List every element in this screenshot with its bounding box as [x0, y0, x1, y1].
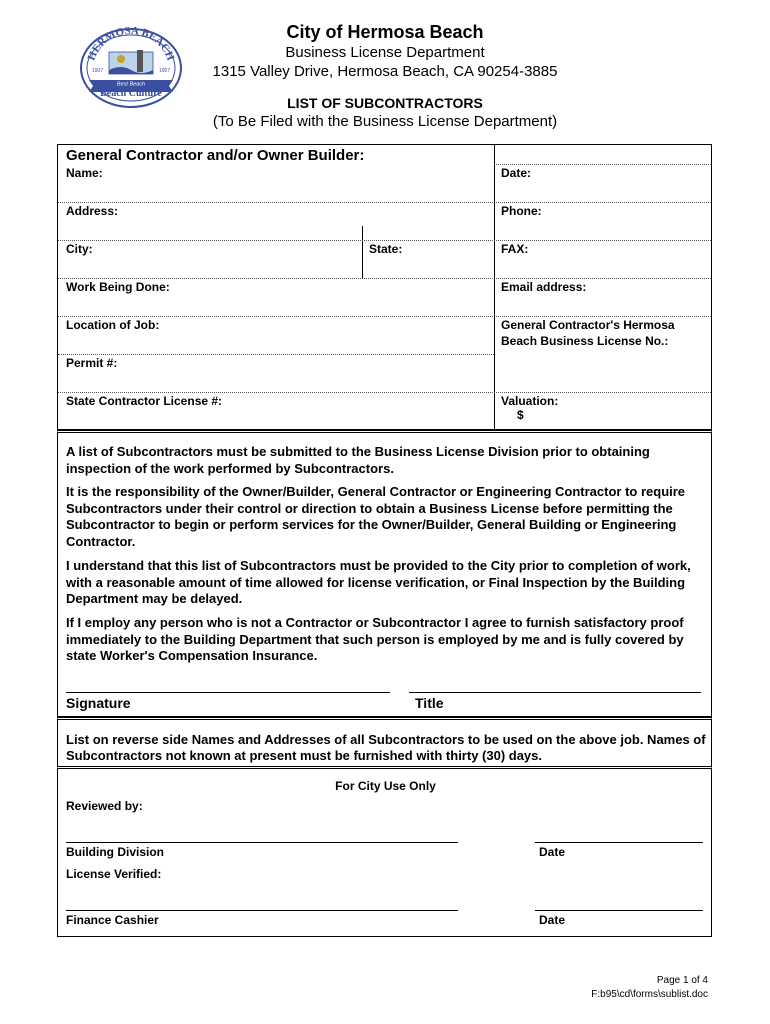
- fax-field-label: FAX:: [501, 242, 529, 256]
- file-path: F:b95\cd\forms\sublist.doc: [591, 989, 708, 1000]
- date-line-2: [535, 910, 703, 911]
- department-name: Business License Department: [285, 44, 485, 61]
- notice-paragraph-2: It is the responsibility of the Owner/Builder, General Contractor or Engineering Contractor to require Subcontractors under their control or direction to obtain a Business License before permitting the Subcontractor to begin or perform services for the Owner/Builder, General Building or Engineering Contractor.: [66, 484, 686, 549]
- row-divider: [494, 164, 711, 165]
- logo-ribbon-line2: Beach Culture: [100, 88, 162, 99]
- license-verified-label: License Verified:: [66, 867, 162, 881]
- city-use-heading: For City Use Only: [335, 779, 436, 793]
- date-field-label: Date:: [501, 166, 532, 180]
- row-divider: [58, 202, 711, 203]
- signature-label: Signature: [66, 695, 131, 711]
- row-divider: [58, 354, 494, 355]
- row-divider: [58, 240, 711, 241]
- date-line-1: [535, 842, 703, 843]
- building-division-line: [66, 842, 458, 843]
- finance-cashier-label: Finance Cashier: [66, 913, 159, 927]
- notice-paragraph-3: I understand that this list of Subcontractors must be provided to the City prior to completion of work, with a reasonable amount of time allowed for license verification, or Final Inspection by the Building Department may be delayed.: [66, 558, 691, 606]
- city-field-label: City:: [66, 242, 93, 256]
- logo-ribbon-line1: Best Beach: [116, 81, 146, 88]
- contractor-section-title: General Contractor and/or Owner Builder:: [66, 147, 365, 164]
- email-field-label: Email address:: [501, 280, 587, 294]
- date-label-2: Date: [539, 913, 566, 927]
- work-being-done-label: Work Being Done:: [66, 280, 170, 294]
- reviewed-by-label: Reviewed by:: [66, 799, 143, 813]
- valuation-currency: $: [517, 408, 524, 422]
- title-line: [409, 692, 701, 693]
- filing-note: (To Be Filed with the Business License Department): [212, 113, 558, 130]
- finance-cashier-line: [66, 910, 458, 911]
- column-divider: [494, 145, 495, 431]
- city-use-box: [57, 769, 712, 937]
- row-divider: [58, 278, 711, 279]
- logo-arc-text: HERMOSA BEACH: [85, 26, 177, 63]
- city-state-divider: [362, 226, 363, 278]
- contractor-info-box: [57, 144, 712, 430]
- row-divider: [58, 316, 711, 317]
- state-license-label: State Contractor License #:: [66, 394, 223, 408]
- job-location-label: Location of Job:: [66, 318, 160, 332]
- state-field-label: State:: [369, 242, 403, 256]
- page-number: Page 1 of 4: [656, 975, 708, 986]
- gc-license-label-line1: General Contractor's Hermosa: [501, 318, 675, 332]
- row-divider: [58, 392, 711, 393]
- form-title: LIST OF SUBCONTRACTORS: [287, 95, 483, 111]
- logo-year-left: 1907: [92, 68, 104, 74]
- logo-year-right: 1907: [159, 68, 171, 74]
- reverse-side-note-box: [57, 717, 712, 769]
- department-address: 1315 Valley Drive, Hermosa Beach, CA 90254-3885: [212, 63, 558, 80]
- phone-field-label: Phone:: [501, 204, 542, 218]
- page-title: City of Hermosa Beach: [286, 22, 484, 42]
- reverse-side-note: List on reverse side Names and Addresses of all Subcontractors to be used on the above job. Names of Subcontractors not known at present must be furnished with thirty (30) days.: [66, 732, 706, 763]
- address-field-label: Address:: [66, 204, 119, 218]
- notice-paragraph-1: A list of Subcontractors must be submitted to the Business License Division prior to obtaining inspection of the work performed by Subcontractors.: [66, 444, 650, 476]
- title-label: Title: [415, 695, 444, 711]
- signature-line: [66, 692, 390, 693]
- gc-license-label-line2: Beach Business License No.:: [501, 334, 669, 348]
- building-division-label: Building Division: [66, 845, 164, 859]
- date-label-1: Date: [539, 845, 566, 859]
- name-field-label: Name:: [66, 166, 103, 180]
- notice-paragraph-4: If I employ any person who is not a Contractor or Subcontractor I agree to furnish satisfactory proof immediately to the Building Department that such person is employed by me and is fully covered by state Worker's Compensation Insurance.: [66, 615, 684, 663]
- permit-number-label: Permit #:: [66, 356, 118, 370]
- notice-box: [57, 430, 712, 717]
- valuation-label: Valuation:: [501, 394, 559, 408]
